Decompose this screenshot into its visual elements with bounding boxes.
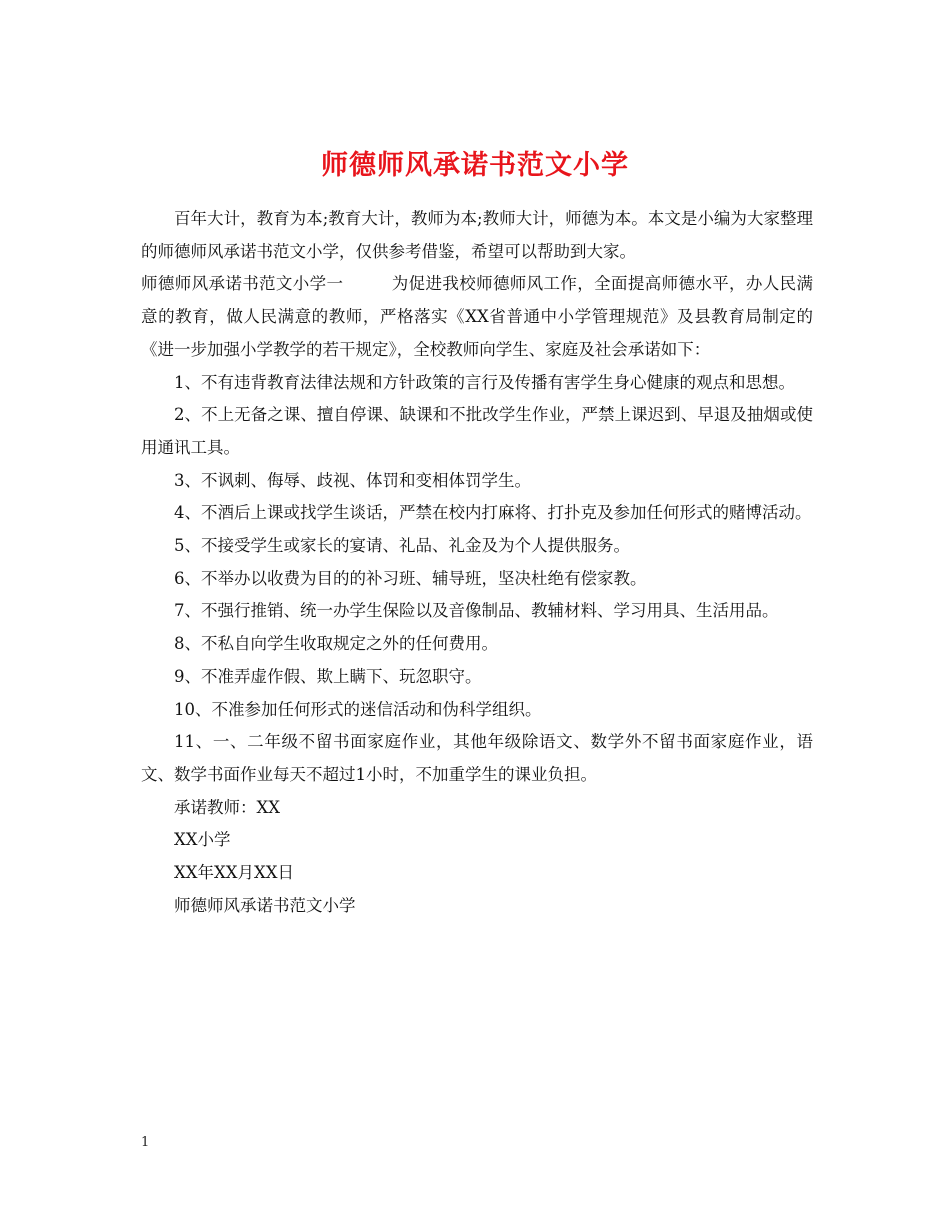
section-paragraph xyxy=(141,268,813,366)
list-item: 7、不强行推销、统一办学生保险以及音像制品、教辅材料、学习用具、生活用品。 xyxy=(174,601,779,621)
section-intro: 为促进我校师德师风工作，全面提高师德水平，办人民满意的教育，做人民满意的教师，严格落实《XX省普通中小学管理规范》及县教育局制定的《进一步加强小学教学的若干规定》，全校教师向学生、家庭及社会承诺如下： xyxy=(141,274,814,359)
intro-paragraph: 百年大计，教育为本;教育大计，教师为本;教师大计，师德为本。本文是小编为大家整理的师德师风承诺书范文小学，仅供参考借鉴，希望可以帮助到大家。 xyxy=(141,209,813,261)
document-title: 师德师风承诺书范文小学 xyxy=(321,150,629,182)
school-line: XX小学 xyxy=(174,830,231,850)
section-heading: 师德师风承诺书范文小学一 xyxy=(141,274,344,294)
list-item: 2、不上无备之课、擅自停课、缺课和不批改学生作业，严禁上课迟到、早退及抽烟或使用通讯工具。 xyxy=(141,405,813,457)
closing-line: 师德师风承诺书范文小学 xyxy=(174,895,356,915)
signer-line: 承诺教师：XX xyxy=(174,797,280,817)
list-item: 5、不接受学生或家长的宴请、礼品、礼金及为个人提供服务。 xyxy=(174,536,630,556)
list-item: 8、不私自向学生收取规定之外的任何费用。 xyxy=(174,634,498,654)
date-line: XX年XX月XX日 xyxy=(174,863,294,883)
list-item: 1、不有违背教育法律法规和方针政策的言行及传播有害学生身心健康的观点和思想。 xyxy=(174,372,795,392)
page-number: 1 xyxy=(141,1135,150,1150)
list-item: 10、不准参加任何形式的迷信活动和伪科学组织。 xyxy=(174,699,542,719)
list-item: 3、不讽刺、侮辱、歧视、体罚和变相体罚学生。 xyxy=(174,470,531,490)
list-item: 6、不举办以收费为目的的补习班、辅导班，坚决杜绝有偿家教。 xyxy=(174,568,647,588)
list-item: 4、不酒后上课或找学生谈话，严禁在校内打麻将、打扑克及参加任何形式的赌博活动。 xyxy=(174,503,812,523)
list-item: 11、一、二年级不留书面家庭作业，其他年级除语文、数学外不留书面家庭作业，语文、数学书面作业每天不超过1小时，不加重学生的课业负担。 xyxy=(141,732,813,784)
document-body xyxy=(141,203,813,922)
list-item: 9、不准弄虚作假、欺上瞒下、玩忽职守。 xyxy=(174,666,482,686)
